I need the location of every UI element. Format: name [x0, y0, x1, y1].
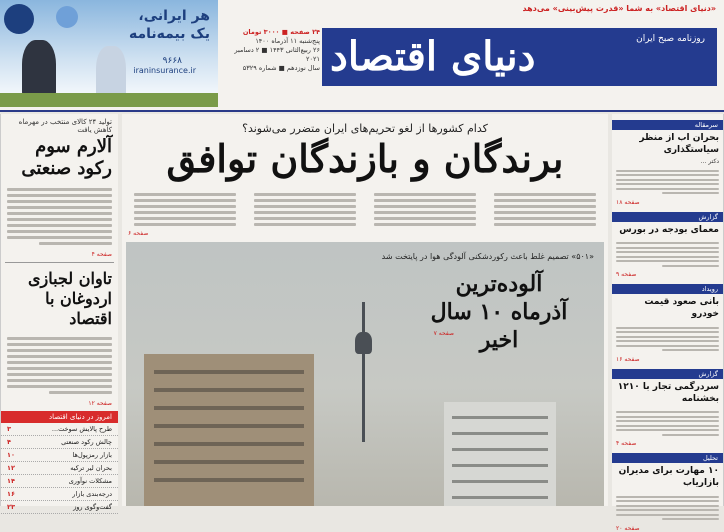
story1-headline[interactable]: آلارم سوم رکود صنعتی: [21, 136, 112, 179]
issue-date-hijri-gregorian: ۲۶ ربیع‌الثانی ۱۴۴۳ ■ ۲ دسامبر ۲۰۲۱: [234, 46, 320, 63]
digest-item[interactable]: [1, 501, 118, 514]
insurance-logo-icon: [4, 4, 34, 34]
digest-item[interactable]: [1, 449, 118, 462]
story1-body: [1, 182, 118, 251]
lead-page-ref[interactable]: صفحه ۶: [128, 230, 149, 237]
story-body: [612, 407, 723, 441]
milad-tower-head: [355, 332, 372, 354]
issue-info: [224, 28, 320, 84]
digest-item-text: چالش رکود صنعتی: [61, 438, 112, 446]
digest-item-page: ۱۰: [7, 451, 15, 459]
milad-tower-spire: [362, 302, 365, 442]
left-column: [0, 114, 118, 511]
digest-item-page: ۱۶: [7, 490, 15, 498]
slogan: «دنیای اقتصاد» به شما «قدرت پیش‌بینی» می‌دهد: [522, 4, 716, 13]
story-tag: تحلیل: [612, 453, 723, 463]
story-body: [612, 491, 723, 525]
ad-phone: ۹۶۶۸: [162, 56, 182, 66]
story-body: [612, 238, 723, 272]
story-headline[interactable]: بانی صعود قیمت خودرو: [644, 297, 719, 319]
story-body: [612, 165, 723, 199]
insurance-ad-banner[interactable]: [0, 0, 218, 107]
ad-title-line2: یک بیمه‌نامه: [129, 26, 210, 42]
story2-body: [1, 331, 118, 400]
digest-item-text: بحران لیر ترکیه: [70, 464, 112, 472]
photo-page-ref[interactable]: صفحه ۷: [433, 330, 454, 337]
story2-page-ref[interactable]: صفحه ۱۲: [88, 400, 112, 407]
ad-site: iraninsurance.ir: [133, 66, 196, 75]
story-headline[interactable]: معمای بودجه در بورس: [619, 224, 719, 235]
story-headline[interactable]: سردرگمی تجار با ۱۲۱۰ بخشنامه: [617, 381, 719, 404]
story-headline[interactable]: بحران اب از منظر سیاستگذاری: [639, 133, 719, 155]
digest-item-text: درجه‌بندی بازار: [72, 490, 112, 498]
digest-item[interactable]: [1, 423, 118, 436]
digest-item-page: ۲۳: [7, 503, 15, 511]
digest-item-text: گفت‌وگوی روز: [73, 503, 112, 511]
digest-item-page: ۴: [7, 438, 11, 446]
logo-tagline: روزنامه صبح ایران: [636, 34, 705, 44]
masthead: [0, 0, 724, 112]
issue-number: سال نوزدهم ■ شماره ۵۳۲۹: [242, 64, 320, 72]
newspaper-logo[interactable]: دنیای اقتصاد: [330, 33, 536, 80]
story2-headline[interactable]: تاوان لجبازی اردوغان با اقتصاد: [28, 269, 112, 328]
story-tag: رویداد: [612, 284, 723, 294]
logo-bar: [322, 28, 717, 86]
story-page-ref[interactable]: صفحه ۴: [616, 440, 637, 447]
story-page-ref[interactable]: صفحه ۲۰: [616, 524, 640, 532]
digest-item[interactable]: [1, 475, 118, 488]
right-column: [612, 114, 724, 532]
story-tag: گزارش: [612, 212, 723, 222]
story-byline: دکتر ...: [700, 158, 719, 165]
story-page-ref[interactable]: صفحه ۱۶: [616, 355, 640, 363]
lead-headline[interactable]: برندگان و بازندگان توافق: [166, 136, 564, 181]
story-page-ref[interactable]: صفحه ۹: [616, 271, 637, 278]
ad-child-figure: [56, 6, 78, 28]
smog-photo[interactable]: [126, 242, 604, 506]
issue-date-persian: پنج‌شنبه ۱۱ آذرماه ۱۴۰۰: [255, 37, 320, 45]
photo-headline[interactable]: آلوده‌ترین آذرماه ۱۰ سال اخیر: [430, 271, 568, 353]
ad-father-figure: [22, 40, 56, 100]
digest-item-page: ۳: [7, 425, 11, 433]
digest-title: امروز در دنیای اقتصاد: [1, 411, 118, 423]
digest-item-text: مشکلات نوآوری: [68, 477, 112, 485]
digest-item[interactable]: [1, 462, 118, 475]
story-body: [612, 322, 723, 356]
digest-item[interactable]: [1, 488, 118, 501]
divider: [5, 262, 114, 263]
digest-item-page: ۱۴: [7, 477, 15, 485]
right-stories: [612, 120, 723, 532]
ad-title-line1: هر ایرانی،: [138, 8, 210, 24]
issue-pages-price: ۲۴ صفحه ■ ۳۰۰۰ تومان: [242, 28, 320, 36]
story1-kicker: تولید ۲۴ کالای منتخب در مهرماه کاهش یافت: [18, 118, 112, 134]
digest-item[interactable]: [1, 436, 118, 449]
ad-grass: [0, 93, 218, 107]
main-column: [122, 114, 608, 506]
story-tag: گزارش: [612, 369, 723, 379]
digest-item-page: ۱۲: [7, 464, 15, 472]
lead-kicker: کدام کشورها از لغو تحریم‌های ایران متضرر می‌شوند؟: [242, 122, 488, 135]
story1-page-ref[interactable]: صفحه ۴: [91, 251, 112, 258]
building-left: [144, 354, 314, 506]
story-tag: سرمقاله: [612, 120, 723, 130]
story-headline[interactable]: ۱۰ مهارت برای مدیران بازاریاب: [618, 466, 719, 488]
digest-list: [1, 423, 118, 514]
building-right: [444, 402, 556, 506]
story-page-ref[interactable]: صفحه ۱۸: [616, 198, 640, 206]
digest-item-text: طرح پالایش سوخت...: [51, 425, 112, 433]
photo-kicker: «۵۰۱» تصمیم غلط باعث رکوردشکنی آلودگی هوا در پایتخت شد: [381, 252, 594, 261]
digest-item-text: بازار رمزپول‌ها: [72, 451, 112, 459]
